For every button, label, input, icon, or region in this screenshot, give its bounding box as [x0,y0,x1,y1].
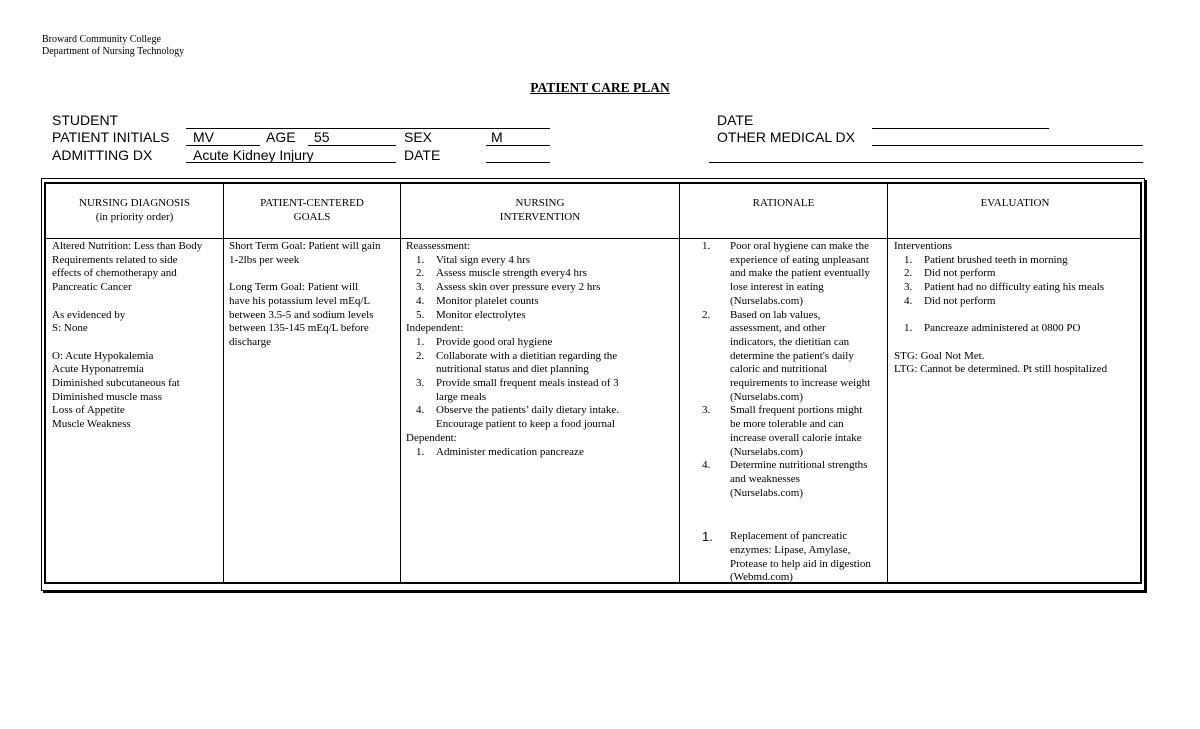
list-line: Provide small frequent meals instead of 3 [436,377,619,390]
sex-line [486,145,550,146]
diagnosis-line: effects of chemotherapy and [52,267,177,280]
list-item [700,240,886,309]
list-line: indicators, the dietitian can [730,335,850,348]
header-line: (in priority order) [95,210,174,223]
objective-line: Loss of Appetite [52,404,125,417]
list-line: Collaborate with a dietitian regarding the [436,349,618,362]
institution-header [42,34,184,58]
list-item [406,254,678,268]
stg-status: STG: Goal Not Met. [894,349,985,362]
institution-name: Broward Community College [42,34,161,45]
list-item [700,459,886,500]
column-header-diagnosis [46,197,223,224]
list-line: (Nurselabs.com) [730,294,804,307]
column-divider-1 [223,182,224,584]
list-line: (Nurselabs.com) [730,390,804,403]
list-item [700,530,886,585]
list-item [406,295,678,309]
column-divider-3 [679,182,680,584]
list-line: be more tolerable and can [730,418,844,431]
subjective-data: S: None [52,322,88,335]
list-line: increase overall calorie intake [730,431,862,444]
list-line: (Webmd.com) [730,571,793,584]
list-line: Vital sign every 4 hrs [436,253,531,266]
long-term-goal-line: discharge [229,335,271,348]
other-medical-dx-line-2 [709,162,1143,163]
diagnosis-cell [52,240,222,432]
list-item [406,281,678,295]
list-number: 5. [416,308,425,321]
admitting-dx-line [186,162,396,163]
list-line: caloric and nutritional [730,363,828,376]
list-line: lose interest in eating [730,281,824,294]
list-item [406,404,678,431]
evaluation-interventions-label: Interventions [894,240,953,252]
age-line [308,145,396,146]
list-number: 2. [702,308,711,321]
list-line: Based on lab values, [730,308,821,321]
patient-initials-line [186,145,260,146]
list-line: assessment, and other [730,322,826,335]
list-number: 3. [416,281,425,294]
date-label-left: DATE [404,147,441,163]
header-line: INTERVENTION [499,210,581,223]
list-item [700,404,886,459]
list-line: Did not perform [924,294,996,307]
header-line: PATIENT-CENTERED [260,197,364,209]
column-header-evaluation [888,197,1142,211]
ltg-status: LTG: Cannot be determined. Pt still hospitalized [894,363,1108,376]
list-line: Protease to help aid in digestion [730,557,871,570]
list-line: Patient brushed teeth in morning [924,253,1068,266]
objective-line: Acute Hyponatremia [52,363,144,376]
column-header-intervention [401,197,679,224]
list-number: 1. [904,322,913,335]
list-number: 4. [702,459,711,472]
list-line: determine the patient's daily [730,349,854,362]
list-number: 1. [702,529,713,545]
column-divider-2 [400,182,401,584]
list-line: Assess skin over pressure every 2 hrs [436,281,601,294]
objective-line: Muscle Weakness [52,418,131,431]
list-number: 2. [416,267,425,280]
column-divider-4 [887,182,888,584]
list-line: large meals [436,390,487,403]
date-line-left [486,162,550,163]
long-term-goal-line: between 135-145 mEq/L before [229,322,369,335]
age-label: AGE [266,129,296,145]
list-item [406,309,678,323]
list-item [894,322,1141,336]
other-medical-dx-line [872,145,1143,146]
long-term-goal-line: have his potassium level mEq/L [229,294,371,307]
dependent-label: Dependent: [406,431,457,444]
page-title: PATIENT CARE PLAN [530,80,670,95]
list-line: Patient had no difficulty eating his meals [924,281,1105,294]
objective-line: O: Acute Hypokalemia [52,349,154,362]
list-item [406,350,678,377]
sex-label: SEX [404,129,433,145]
admitting-dx-label: ADMITTING DX [52,147,153,163]
header-line: EVALUATION [980,197,1050,209]
list-line: enzymes: Lipase, Amylase, [730,544,851,557]
list-item [406,336,678,350]
list-line: Small frequent portions might [730,404,863,417]
patient-initials-value[interactable]: MV [193,129,214,145]
list-line: experience of eating unpleasant [730,253,869,266]
intervention-cell [406,240,678,459]
list-line: Poor oral hygiene can make the [730,240,869,252]
list-line: Determine nutritional strengths [730,459,868,472]
short-term-goal-line: 1-2lbs per week [229,253,300,266]
list-line: Monitor electrolytes [436,308,526,321]
list-line: Monitor platelet counts [436,294,539,307]
rationale-cell [700,240,886,585]
long-term-goal-line: Long Term Goal: Patient will [229,281,359,294]
list-line: and make the patient eventually [730,267,870,280]
age-value[interactable]: 55 [314,129,330,145]
list-item [700,309,886,405]
goals-cell [229,240,399,350]
list-number: 1. [702,240,711,252]
evidenced-by: As evidenced by [52,308,126,321]
list-item [406,377,678,404]
list-line: (Nurselabs.com) [730,445,804,458]
list-number: 3. [702,404,711,417]
header-line: RATIONALE [752,197,815,209]
objective-line: Diminished subcutaneous fat [52,377,180,389]
date-line-right [872,128,1049,129]
patient-initials-label: PATIENT INITIALS [52,129,170,145]
list-line: Pancreaze administered at 0800 PO [924,322,1081,335]
list-item [406,446,678,460]
list-number: 2. [416,349,425,362]
list-line: Provide good oral hygiene [436,335,553,348]
list-line: Assess muscle strength every4 hrs [436,267,587,280]
date-label-right: DATE [717,112,754,128]
admitting-dx-value[interactable]: Acute Kidney Injury [193,147,314,163]
header-line: NURSING [515,197,565,209]
list-item [406,267,678,281]
header-row-divider [44,238,1142,239]
list-line: Administer medication pancreaze [436,445,584,458]
list-line: and weaknesses [730,472,800,485]
list-item [894,267,1141,281]
list-item [894,281,1141,295]
list-item [894,295,1141,309]
list-number: 4. [416,294,425,307]
list-line: Replacement of pancreatic [730,530,848,543]
list-number: 4. [416,404,425,417]
list-number: 1. [416,445,425,458]
list-number: 1. [416,253,425,266]
list-number: 3. [416,377,425,390]
list-item [894,254,1141,268]
diagnosis-line: Altered Nutrition: Less than Body [52,240,203,252]
objective-line: Diminished muscle mass [52,390,162,403]
list-line: nutritional status and diet planning [436,363,589,376]
list-number: 3. [904,281,913,294]
long-term-goal-line: between 3.5-5 and sodium levels [229,308,374,321]
list-line: Did not perform [924,267,996,280]
independent-label: Independent: [406,322,464,335]
other-medical-dx-label: OTHER MEDICAL DX [717,129,855,145]
list-number: 4. [904,294,913,307]
diagnosis-line: Requirements related to side [52,253,178,266]
header-line: GOALS [293,210,331,223]
list-line: Encourage patient to keep a food journal [436,418,615,431]
list-line: (Nurselabs.com) [730,486,804,499]
diagnosis-line: Pancreatic Cancer [52,281,132,294]
sex-value[interactable]: M [491,129,503,145]
column-header-goals [224,197,400,224]
short-term-goal-line: Short Term Goal: Patient will gain [229,240,381,252]
list-number: 1. [904,253,913,266]
list-line: requirements to increase weight [730,377,871,390]
reassessment-label: Reassessment: [406,240,471,252]
column-header-rationale [680,197,887,211]
evaluation-cell [894,240,1141,377]
header-line: NURSING DIAGNOSIS [79,197,190,209]
student-label: STUDENT [52,112,119,128]
list-line: Observe the patients’ daily dietary intake. [436,404,620,417]
list-number: 2. [904,267,913,280]
list-number: 1. [416,335,425,348]
department-name: Department of Nursing Technology [42,46,185,57]
